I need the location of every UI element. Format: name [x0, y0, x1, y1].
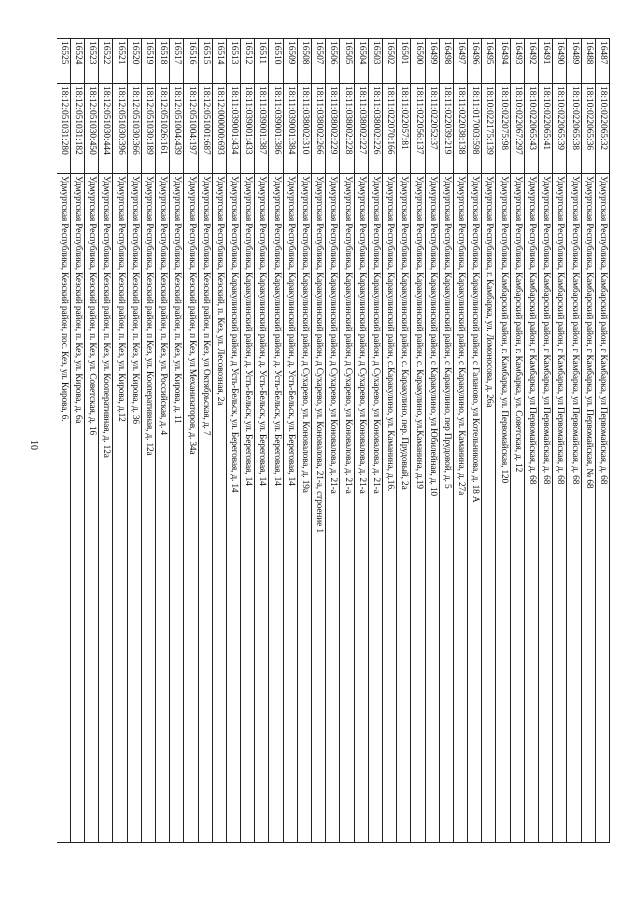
address-cell: Удмуртская Республика, Камбарский район, г. Камбарка, ул. Советская, д. 12	[511, 173, 524, 843]
row-number-cell: 16488	[582, 38, 595, 83]
cadastral-number-cell: 18:12:051031:280	[57, 83, 70, 173]
row-number-cell: 16517	[170, 38, 183, 83]
table-row	[240, 38, 254, 843]
row-number-cell: 16506	[326, 38, 339, 83]
cadastral-number-cell: 18:12:051001:687	[199, 83, 212, 173]
cadastral-number-cell: 18:11:039001:434	[227, 83, 240, 173]
row-number-cell: 16519	[142, 38, 155, 83]
row-number-cell: 16498	[440, 38, 453, 83]
row-number-cell: 16505	[340, 38, 353, 83]
row-number-cell: 16502	[383, 38, 396, 83]
cadastral-number-cell: 18:11:038002:228	[340, 83, 353, 173]
table-row	[368, 38, 382, 843]
table-row	[297, 38, 311, 843]
address-cell: Удмуртская Республика, Камбарский район, г Камбарка, ул Первомайская, д. 68	[539, 173, 552, 843]
row-number-cell: 16511	[255, 38, 268, 83]
cadastral-number-cell: 18:12:051030:189	[142, 83, 155, 173]
property-table	[57, 38, 610, 843]
cadastral-number-cell: 18:11:039001:387	[255, 83, 268, 173]
table-row	[183, 38, 197, 843]
row-number-cell: 16525	[57, 38, 70, 83]
row-number-cell: 16491	[539, 38, 552, 83]
address-cell: Удмуртская Республика, г. Камбарка, ул. Ломоносова, д. 26а	[482, 173, 495, 843]
table-row	[354, 38, 368, 843]
cadastral-number-cell: 18:12:051030:450	[85, 83, 98, 173]
cadastral-number-cell: 18:12:051004:197	[184, 83, 197, 173]
table-row	[382, 38, 396, 843]
address-cell: Удмуртская Республика, Кезский район, п. Кез, ул. Кирова, д. 36	[128, 173, 141, 843]
address-cell: Удмуртская Республика, Камбарский район, г Камбарка, ул Первомайская, д. 68	[596, 173, 609, 843]
row-number-cell: 16497	[454, 38, 467, 83]
address-cell: Удмуртская Республика, Каракулинский район, д Усть-Бельск, ул. Береговая, д. 14	[227, 173, 240, 843]
address-cell: Удмуртская Республика, Кезский район, п Кез, ул Механизаторов, д. 34а	[184, 173, 197, 843]
row-number-cell: 16507	[312, 38, 325, 83]
row-number-cell: 16495	[482, 38, 495, 83]
cadastral-number-cell: 18:10:022065:39	[553, 83, 566, 173]
table-row	[595, 38, 609, 843]
table-row	[453, 38, 467, 843]
address-cell: Удмуртская Республика, Каракулинский район, с.Каракулино, ул. Каманина, д.16.	[383, 173, 396, 843]
cadastral-number-cell: 18:11:022052:37	[426, 83, 439, 173]
row-number-cell: 16516	[184, 38, 197, 83]
cadastral-number-cell: 18:10:022075:98	[497, 83, 510, 173]
cadastral-number-cell: 18:12:051030:396	[113, 83, 126, 173]
row-number-cell: 16521	[113, 38, 126, 83]
cadastral-number-cell: 18:12:000000:693	[213, 83, 226, 173]
row-number-cell: 16501	[397, 38, 410, 83]
address-cell: Удмуртская Республика, Камбарский район, г. Камбарка, ул. Первомайская, 120	[497, 173, 510, 843]
row-number-cell: 16512	[241, 38, 254, 83]
table-row	[467, 38, 481, 843]
address-cell: Удмуртская Республика, Кезский район, п Кез, ул. Кооперативная, д. 12а	[142, 173, 155, 843]
table-row	[155, 38, 169, 843]
row-number-cell: 16500	[411, 38, 424, 83]
cadastral-number-cell: 18:11:017003:598	[468, 83, 481, 173]
table-row	[311, 38, 325, 843]
row-number-cell: 16523	[85, 38, 98, 83]
row-number-cell: 16513	[227, 38, 240, 83]
cadastral-number-cell: 18:12:051031:182	[71, 83, 84, 173]
row-number-cell: 16504	[355, 38, 368, 83]
address-cell: Удмуртская Республика, Каракулинский район, д Сухарево, ул. Коновалова, д. 19а	[298, 173, 311, 843]
table-row	[269, 38, 283, 843]
table-row	[439, 38, 453, 843]
cadastral-number-cell: 18:12:051004:439	[170, 83, 183, 173]
address-cell: Удмуртская Республика, Камбарский район, г Камбарка, ул Первомайская, д. 68	[553, 173, 566, 843]
table-row	[70, 38, 84, 843]
row-number-cell: 16494	[497, 38, 510, 83]
row-number-cell: 16496	[468, 38, 481, 83]
address-cell: Удмуртская Республика, Каракулинский район, д Сухарево, ул Коновалова, д. 21-а	[355, 173, 368, 843]
address-cell: Удмуртская Республика, Кезский район, п. Кез, ул. Кооперативная, д. 12а	[99, 173, 112, 843]
address-cell: Удмуртская Республика, Кезский район, п Кез, ул Октябрьская, д. 7	[199, 173, 212, 843]
address-cell: Удмуртская Республика, Каракулинский район, д. Усть-Бельск, ул. Береговая, 14	[284, 173, 297, 843]
table-row	[325, 38, 339, 843]
cadastral-number-cell: 18:11:039001:386	[270, 83, 283, 173]
cadastral-number-cell: 18:10:022065:43	[525, 83, 538, 173]
row-number-cell: 16522	[99, 38, 112, 83]
cadastral-number-cell: 18:10:022065:41	[539, 83, 552, 173]
address-cell: Удмуртская Республика, Кезский район, п. Кез, ул. Кирова, д. 6а	[71, 173, 84, 843]
table-row	[410, 38, 424, 843]
table-row	[254, 38, 268, 843]
table-row	[538, 38, 552, 843]
address-cell: Удмуртская Республика, Каракулинский район, с Каракулино, ул Юбилейная, д. 10	[426, 173, 439, 843]
address-cell: Удмуртская Республика, Камбарский район, г Камбарка, ул Первомайская, д. 68	[525, 173, 538, 843]
cadastral-number-cell: 18:11:038002:227	[355, 83, 368, 173]
address-cell: Удмуртская Республика, Каракулинский район, д. Усть-Бельск, ул. Береговая, 14	[255, 173, 268, 843]
table-row	[141, 38, 155, 843]
address-cell: Удмуртская Республика, Кезский, п. Кез, ул. Лесовозная, 2а	[213, 173, 226, 843]
table-row	[226, 38, 240, 843]
row-number-cell: 16509	[284, 38, 297, 83]
address-cell: Удмуртская Республика, Каракулинский район, д Сухарево, ул Коновалова, д. 21-а	[340, 173, 353, 843]
address-cell: Удмуртская Республика, Каракулинский район, д. Усть-Бельск, ул. Береговая, 14	[241, 173, 254, 843]
address-cell: Удмуртская Республика, Кезский район, п. Кез, ул. Советская, д. 16	[85, 173, 98, 843]
address-cell: Удмуртская Республика, Каракулинский район, с. Каракулино, пер. Прудовый, 2а	[397, 173, 410, 843]
address-cell: Удмуртская Республика, Кезский район, п. Кез, ул. Кирова, д.12	[113, 173, 126, 843]
row-number-cell: 16489	[567, 38, 580, 83]
cadastral-number-cell: 18:10:022065:32	[596, 83, 609, 173]
row-number-cell: 16520	[128, 38, 141, 83]
row-number-cell: 16487	[596, 38, 609, 83]
cadastral-number-cell: 18:11:039001:384	[284, 83, 297, 173]
table-row	[212, 38, 226, 843]
cadastral-number-cell: 18:12:051030:444	[99, 83, 112, 173]
cadastral-number-cell: 18:10:022065:36	[582, 83, 595, 173]
cadastral-number-cell: 18:11:038002:266	[312, 83, 325, 173]
cadastral-number-cell: 18:10:022067:297	[511, 83, 524, 173]
table-row	[581, 38, 595, 843]
address-cell: Удмуртская Республика, Каракулинский район, д. Усть-Бельск, ул. Береговая, 14	[270, 173, 283, 843]
row-number-cell: 16510	[270, 38, 283, 83]
cadastral-number-cell: 18:10:022175:139	[482, 83, 495, 173]
cadastral-number-cell: 18:11:022038:138	[454, 83, 467, 173]
cadastral-number-cell: 18:12:051026:161	[156, 83, 169, 173]
row-number-cell: 16514	[213, 38, 226, 83]
cadastral-number-cell: 18:11:038002:310	[298, 83, 311, 173]
row-number-cell: 16490	[553, 38, 566, 83]
table-row	[425, 38, 439, 843]
row-number-cell: 16518	[156, 38, 169, 83]
row-number-cell: 16493	[511, 38, 524, 83]
cadastral-number-cell: 18:11:022056:137	[411, 83, 424, 173]
table-row	[198, 38, 212, 843]
table-row	[566, 38, 580, 843]
table-row	[524, 38, 538, 843]
page-number: 10	[28, 440, 39, 450]
table-row	[481, 38, 495, 843]
address-cell: Удмуртская Республика, Кезский район, п. Кез, ул. Кирова, д. 11	[170, 173, 183, 843]
cadastral-number-cell: 18:12:051030:366	[128, 83, 141, 173]
cadastral-number-cell: 18:11:022039:219	[440, 83, 453, 173]
cadastral-number-cell: 18:11:039001:433	[241, 83, 254, 173]
table-row	[84, 38, 98, 843]
address-cell: Удмуртская Республика, Кезский район, п. Кез, ул. Российская, д. 4	[156, 173, 169, 843]
address-cell: Удмуртская Республика, Каракулинский район, д Сухарево, ул Коновалова, д. 21-а	[326, 173, 339, 843]
row-number-cell: 16503	[369, 38, 382, 83]
table-row	[98, 38, 112, 843]
row-number-cell: 16515	[199, 38, 212, 83]
address-cell: Удмуртская Республика, Каракулинский район, с Каракулино, пер Прудовой, д. 5	[440, 173, 453, 843]
table-row	[396, 38, 410, 843]
table-row	[127, 38, 141, 843]
table-row	[339, 38, 353, 843]
table-row	[112, 38, 126, 843]
row-number-cell: 16492	[525, 38, 538, 83]
address-cell: Удмуртская Республика, Каракулинский район, д Сухарево, ул Коновалова, д. 21-а	[369, 173, 382, 843]
address-cell: Удмуртская Республика, Камбарский район, г Камбарка, ул Первомайская, д. 68	[567, 173, 580, 843]
address-cell: Удмуртская Республика, Кезский район, пос. Кез, ул. Кирова, 6.	[57, 173, 70, 843]
cadastral-number-cell: 18:11:038002:226	[369, 83, 382, 173]
address-cell: Удмуртская Республика, Камбарский район, г Камбарка, ул. Первомайская, № 68	[582, 173, 595, 843]
table-row	[283, 38, 297, 843]
table-row	[496, 38, 510, 843]
cadastral-number-cell: 18:11:022057:81	[397, 83, 410, 173]
table-row	[169, 38, 183, 843]
cadastral-number-cell: 18:11:022070:166	[383, 83, 396, 173]
table-row	[552, 38, 566, 843]
row-number-cell: 16524	[71, 38, 84, 83]
property-table-wrapper	[57, 38, 610, 843]
row-number-cell: 16508	[298, 38, 311, 83]
cadastral-number-cell: 18:11:038002:229	[326, 83, 339, 173]
cadastral-number-cell: 18:10:022065:38	[567, 83, 580, 173]
table-row	[510, 38, 524, 843]
table-row	[57, 38, 70, 843]
address-cell: Удмуртская Республика, Каракулинский район, с. Каракулино, ул.Каманина, д.19	[411, 173, 424, 843]
address-cell: Удмуртская Республика, Каракулинский район, д Сухарево, ул. Коновалова, 21-а, строение 1	[312, 173, 325, 843]
row-number-cell: 16499	[426, 38, 439, 83]
address-cell: Удмуртская Республика, Каракулинский район, с Галаново, ул Котельникова, д. 18 А	[468, 173, 481, 843]
address-cell: Удмуртская Республика, Каракулинский район, с Каракулино, ул. Каманина, д. 27а	[454, 173, 467, 843]
